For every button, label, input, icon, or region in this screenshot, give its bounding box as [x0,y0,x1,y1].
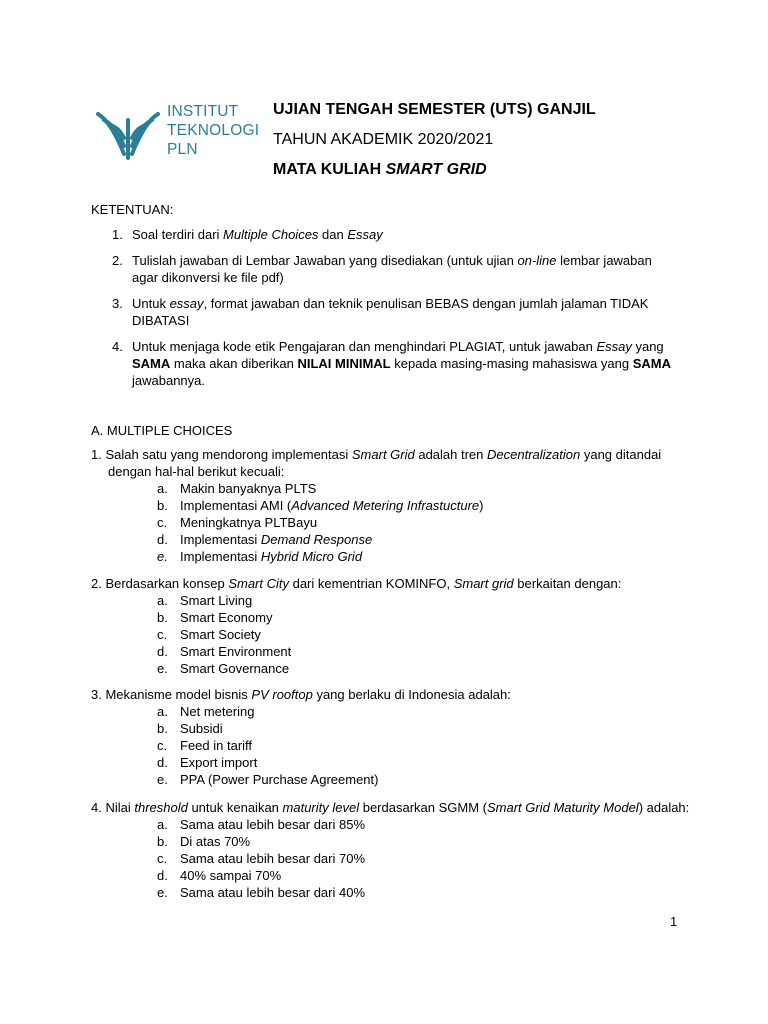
text-run: Smart Living [180,593,253,608]
text-run: Export import [180,755,258,770]
option-item [91,884,691,901]
text-run: Demand Response [260,532,373,547]
option-letter: a. [157,704,168,719]
option-letter: d. [157,644,168,659]
question-text [91,686,691,703]
option-list [91,480,691,565]
text-run: jawabannya. [132,373,205,388]
option-list [91,592,691,677]
text-run: berkaitan dengan: [513,576,622,591]
text-run: Untuk [132,296,170,311]
question-3 [91,686,691,788]
option-letter: c. [157,627,168,642]
course-prefix: MATA KULIAH [273,161,386,178]
text-run: Hybrid Micro Grid [260,549,363,564]
text-run: essay [169,296,204,311]
option-item [91,643,691,660]
rule-item [91,295,681,329]
rule-number: 4. [112,339,123,354]
logo-line-2: TEKNOLOGI [167,122,260,139]
question-text [91,446,691,480]
text-run: 3. Mekanisme model bisnis [91,687,252,702]
text-run: Implementasi [180,549,261,564]
text-run: Smart City [228,576,289,591]
text-run: Essay [596,339,632,354]
option-letter: c. [157,515,168,530]
text-run: adalah tren [414,447,488,462]
option-item [91,867,691,884]
text-run: SAMA [132,356,171,371]
option-item [91,816,691,833]
option-item [91,626,691,643]
exam-header [273,95,596,185]
option-item [91,548,691,565]
option-item [91,850,691,867]
option-letter: e. [157,661,168,676]
text-run: maka akan diberikan [170,356,298,371]
rule-item [91,252,681,286]
option-item [91,833,691,850]
option-list [91,816,691,901]
option-item [91,660,691,677]
text-run: Sama atau lebih besar dari 70% [180,851,366,866]
question-4 [91,799,691,901]
section-a-title: A. MULTIPLE CHOICES [91,423,233,438]
institution-logo [94,100,264,162]
rule-number: 3. [112,296,123,311]
option-letter: e. [157,772,168,787]
option-letter: a. [157,481,168,496]
text-run: Di atas 70% [180,834,251,849]
text-run: Smart Economy [180,610,273,625]
academic-year: TAHUN AKADEMIK 2020/2021 [273,131,494,148]
option-letter: c. [157,738,168,753]
book-logo-icon [94,100,164,162]
option-letter: b. [157,834,168,849]
text-run: 4. Nilai [91,800,135,815]
option-item [91,480,691,497]
option-letter: a. [157,593,168,608]
option-item [91,703,691,720]
course-name [273,155,596,185]
text-run: Decentralization [487,447,581,462]
text-run: berdasarkan SGMM ( [359,800,487,815]
question-1 [91,446,691,565]
logo-line-3: PLN [167,141,198,158]
text-run: Implementasi AMI ( [180,498,292,513]
text-run: dan [318,227,348,242]
option-letter: a. [157,817,168,832]
exam-title: UJIAN TENGAH SEMESTER (UTS) GANJIL [273,101,596,118]
option-letter: d. [157,532,168,547]
text-run: Meningkatnya PLTBayu [180,515,318,530]
text-run: Tulislah jawaban di Lembar Jawaban yang disediakan (untuk ujian [132,253,518,268]
text-run: 2. Berdasarkan konsep [91,576,229,591]
text-run: Smart Society [180,627,261,642]
option-letter: b. [157,610,168,625]
page-number: 1 [670,914,678,929]
text-run: NILAI MINIMAL [297,356,391,371]
option-letter: b. [157,498,168,513]
text-run: PV rooftop [251,687,313,702]
text-run: Smart Grid [351,447,415,462]
text-run: maturity level [282,800,360,815]
option-item [91,754,691,771]
option-item [91,592,691,609]
rule-item [91,338,681,389]
text-run: SAMA [632,356,671,371]
text-run: Multiple Choices [223,227,319,242]
text-run: Advanced Metering Infrastucture [291,498,480,513]
text-run: yang [631,339,664,354]
text-run: Sama atau lebih besar dari 40% [180,885,366,900]
rules-list [91,226,681,398]
text-run: dari kementrian KOMINFO, [288,576,454,591]
text-run: Makin banyaknya PLTS [180,481,317,496]
option-item [91,771,691,788]
option-item [91,514,691,531]
logo-wordmark [167,102,259,159]
option-letter: e. [157,549,168,564]
option-item [91,497,691,514]
text-run: yang berlaku di Indonesia adalah: [312,687,511,702]
text-run: 40% sampai 70% [180,868,282,883]
text-run: threshold [134,800,188,815]
course-title: SMART GRID [385,161,487,178]
option-item [91,531,691,548]
option-list [91,703,691,788]
text-run: Net metering [180,704,255,719]
question-text [91,799,691,816]
rule-number: 1. [112,227,123,242]
text-run: lembar jawaban agar dikonversi ke file pdf) [132,253,652,285]
rule-item [91,226,681,243]
text-run: Smart Grid Maturity Model [486,800,639,815]
option-item [91,720,691,737]
option-letter: d. [157,755,168,770]
text-run: Implementasi [180,532,261,547]
text-run: , format jawaban dan teknik penulisan BEBAS dengan jumlah jalaman TIDAK DIBATASI [132,296,649,328]
question-2 [91,575,691,677]
text-run: ) [479,498,484,513]
text-run: PPA (Power Purchase Agreement) [180,772,379,787]
text-run: 1. Salah satu yang mendorong implementasi [91,447,352,462]
text-run: Soal terdiri dari [132,227,224,242]
logo-line-1: INSTITUT [167,103,239,120]
question-text [91,575,691,592]
option-letter: b. [157,721,168,736]
text-run: Smart grid [453,576,514,591]
option-item [91,609,691,626]
text-run: untuk kenaikan [187,800,283,815]
text-run: Smart Environment [180,644,292,659]
text-run: Subsidi [180,721,223,736]
option-item [91,737,691,754]
option-letter: e. [157,885,168,900]
option-letter: c. [157,851,168,866]
option-letter: d. [157,868,168,883]
rules-heading: KETENTUAN: [91,202,174,217]
rule-number: 2. [112,253,123,268]
text-run: ) adalah: [638,800,690,815]
text-run: Feed in tariff [180,738,253,753]
text-run: Untuk menjaga kode etik Pengajaran dan menghindari PLAGIAT, untuk jawaban [132,339,597,354]
text-run: Smart Governance [180,661,290,676]
text-run: kepada masing-masing mahasiswa yang [390,356,633,371]
text-run: on-line [517,253,557,268]
text-run: Essay [347,227,383,242]
text-run: Sama atau lebih besar dari 85% [180,817,366,832]
text-run: yang ditandai dengan hal-hal berikut kecuali: [108,447,662,479]
